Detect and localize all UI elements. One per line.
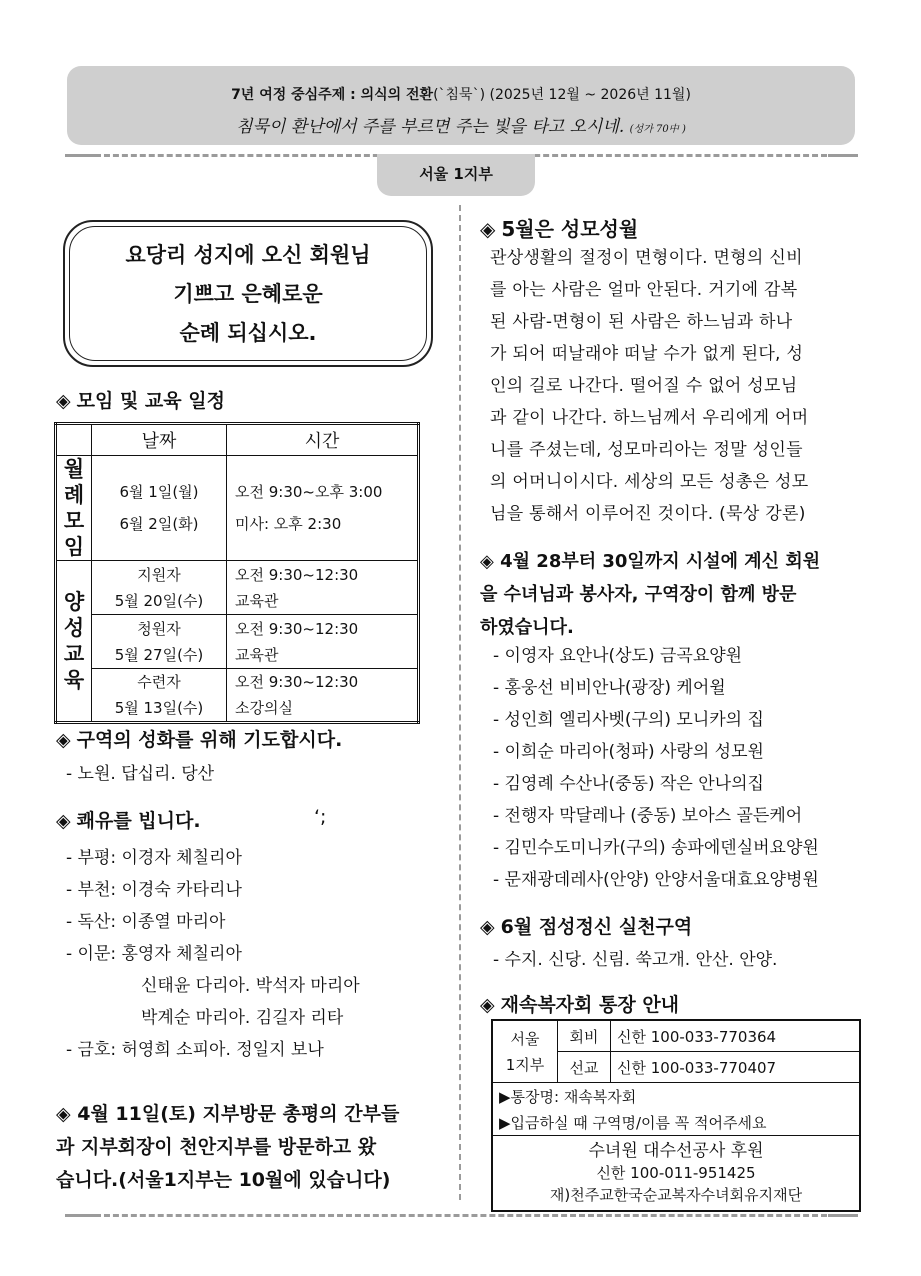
bank-heading-text: 재속복자회 통장 안내 (500, 994, 680, 1016)
training-who: 청원자 (137, 619, 181, 638)
diamond-icon: ◈ (56, 729, 71, 751)
training-place: 소강의실 (235, 699, 293, 717)
bank-branch-top: 서울 (510, 1029, 540, 1048)
training-date: 5월 13일(수) (114, 699, 204, 717)
theme-line (67, 84, 855, 104)
training-time-cell (227, 669, 419, 723)
bank-kind: 선교 (558, 1052, 611, 1083)
training-place: 교육관 (235, 591, 279, 610)
facility-heading-line: 하였습니다. (480, 617, 574, 638)
bank-branch-bottom: 1지부 (505, 1055, 545, 1074)
text-line: 의 어머니이시다. 세상의 모든 성총은 성모 (490, 472, 809, 492)
schedule-table (54, 422, 420, 724)
bank-table (491, 1019, 861, 1212)
bank-note-2: ▶입금하실 때 구역명/이름 꼭 적어주세요 (492, 1109, 860, 1136)
training-time-cell (227, 561, 419, 615)
list-item: - 홍웅선 비비안나(광장) 케어윌 (493, 678, 726, 698)
visit-line: ◈ 4월 11일(토) 지부방문 총평의 간부들 (56, 1103, 400, 1125)
list-item: 신태윤 다리아. 박석자 마리아 (141, 976, 360, 996)
script-verse-line (67, 112, 855, 137)
bank-account: 신한 100-033-770407 (611, 1052, 861, 1083)
monthly-dates (92, 456, 227, 561)
training-who: 지원자 (137, 565, 181, 584)
monthly-time-2: 미사: 오후 2:30 (235, 515, 342, 533)
monthly-date-1: 6월 1일(월) (119, 483, 199, 501)
bank-sponsor-cell (492, 1136, 860, 1212)
training-date: 5월 27일(수) (114, 645, 204, 664)
bank-branch-cell (492, 1020, 558, 1083)
bank-note-1: ▶통장명: 재속복자회 (492, 1083, 860, 1110)
monthly-date-2: 6월 2일(화) (119, 515, 199, 533)
recovery-heading-text: 쾌유를 빕니다. (76, 810, 201, 832)
text-line: 된 사람-면형이 된 사람은 하느님과 하나 (490, 312, 793, 332)
list-item: - 전행자 막달레나 (중동) 보아스 골든케어 (493, 806, 803, 826)
prayer-item: - 노원. 답십리. 당산 (66, 764, 215, 784)
corner-cell (56, 424, 92, 456)
bottom-rule-left (65, 1214, 95, 1217)
training-time: 오전 9:30~12:30 (235, 565, 359, 584)
diamond-icon: ◈ (480, 217, 496, 241)
list-item: - 이영자 요안나(상도) 금곡요양원 (493, 646, 743, 666)
june-heading (480, 912, 692, 939)
schedule-heading-text: 모임 및 교육 일정 (76, 390, 225, 412)
may-body (490, 242, 862, 530)
training-time-cell (227, 615, 419, 669)
schedule-heading (56, 386, 225, 413)
training-place: 교육관 (235, 645, 279, 664)
facility-heading-line: ◈ 4월 28부터 30일까지 시설에 계신 회원 (480, 551, 821, 572)
col-time: 시간 (227, 424, 419, 456)
facility-list (493, 640, 819, 896)
col-date: 날짜 (92, 424, 227, 456)
training-date-cell (92, 561, 227, 615)
prayer-heading (56, 725, 342, 752)
diamond-icon: ◈ (480, 994, 495, 1016)
training-label: 양 성 교 육 (56, 561, 92, 723)
list-item: - 금호: 허영희 소피아. 정일지 보나 (66, 1040, 324, 1060)
column-divider (459, 205, 461, 1200)
top-rule-right (828, 154, 858, 157)
recovery-list (66, 842, 360, 1066)
diamond-icon: ◈ (56, 390, 71, 412)
list-item: - 독산: 이종열 마리아 (66, 912, 226, 932)
script-verse: 침묵이 환난에서 주를 부르면 주는 빛을 타고 오시네. (236, 117, 625, 137)
list-item: - 이희순 마리아(청파) 사랑의 성모원 (493, 742, 764, 762)
table-row (492, 1020, 860, 1052)
welcome-line-2: 기쁘고 은혜로운 (173, 282, 323, 306)
table-row (492, 1109, 860, 1136)
training-date: 5월 20일(수) (114, 591, 204, 610)
theme-paren: (`침묵`) (2025년 12월 ~ 2026년 11월) (433, 87, 691, 103)
list-item: 박계순 마리아. 김길자 리타 (141, 1008, 344, 1028)
sponsor-account: 신한 100-011-951425 (596, 1164, 756, 1182)
bank-kind: 회비 (558, 1020, 611, 1052)
table-row (56, 561, 419, 615)
facility-heading-line: 을 수녀님과 봉사자, 구역장이 함께 방문 (480, 584, 797, 605)
bottom-rule (95, 1214, 827, 1217)
list-item: - 김민수도미니카(구의) 송파에덴실버요양원 (493, 838, 819, 858)
branch-tab: 서울 1지부 (377, 154, 535, 196)
recovery-mark: ‘; (314, 806, 327, 828)
training-date-cell (92, 615, 227, 669)
text-line: 님을 통해서 이루어진 것이다. (묵상 강론) (490, 504, 806, 524)
prayer-heading-text: 구역의 성화를 위해 기도합시다. (76, 729, 343, 751)
diamond-icon: ◈ (56, 810, 71, 832)
sponsor-owner: 재)천주교한국순교복자수녀회유지재단 (549, 1186, 803, 1204)
may-heading-text: 5월은 성모성월 (501, 217, 639, 241)
list-item: - 부천: 이경숙 카타리나 (66, 880, 242, 900)
training-time: 오전 9:30~12:30 (235, 673, 359, 691)
header-banner (67, 66, 855, 145)
theme-lead: 7년 여정 중심주제 : 의식의 전환 (231, 87, 434, 103)
sponsor-title: 수녀원 대수선공사 후원 (588, 1141, 764, 1161)
list-item: - 부평: 이경자 체칠리아 (66, 848, 242, 868)
text-line: 를 아는 사람은 얼마 안된다. 거기에 감복 (490, 280, 798, 300)
bottom-rule-right (828, 1214, 858, 1217)
welcome-line-1: 요당리 성지에 오신 회원님 (125, 243, 371, 267)
top-rule-left (65, 154, 95, 157)
june-item: - 수지. 신당. 신림. 쑥고개. 안산. 안양. (493, 950, 778, 970)
text-line: 니를 주셨는데, 성모마리아는 정말 성인들 (490, 440, 803, 460)
welcome-box (63, 220, 433, 367)
training-date-cell (92, 669, 227, 723)
list-item: - 문재광데레사(안양) 안양서울대효요양병원 (493, 870, 819, 890)
training-time: 오전 9:30~12:30 (235, 619, 359, 638)
table-row (56, 615, 419, 669)
list-item: - 김영례 수산나(중동) 작은 안나의집 (493, 774, 764, 794)
bank-heading (480, 990, 679, 1017)
june-heading-text: 6월 점성정신 실천구역 (500, 916, 693, 938)
table-row (56, 456, 419, 561)
list-item: - 이문: 홍영자 체칠리아 (66, 944, 242, 964)
text-line: 관상생활의 절정이 면형이다. 면형의 신비 (490, 248, 803, 268)
monthly-label: 월 례 모 임 (56, 456, 92, 561)
text-line: 인의 길로 나간다. 떨어질 수 없어 성모님 (490, 376, 798, 396)
welcome-line-3: 순례 되십시오. (179, 321, 317, 345)
table-header-row (56, 424, 419, 456)
visit-line: 과 지부회장이 천안지부를 방문하고 왔 (56, 1136, 377, 1158)
diamond-icon: ◈ (480, 916, 495, 938)
script-ref: (성가 70中 ) (629, 124, 686, 135)
list-item: - 성인희 엘리사벳(구의) 모니카의 집 (493, 710, 764, 730)
visit-note (56, 1098, 399, 1197)
monthly-times (227, 456, 419, 561)
may-heading (480, 213, 638, 242)
visit-line: 습니다.(서울1지부는 10월에 있습니다) (56, 1169, 391, 1191)
monthly-time-1: 오전 9:30~오후 3:00 (235, 483, 383, 501)
table-row (492, 1136, 860, 1212)
facility-heading (480, 545, 820, 644)
table-row (56, 669, 419, 723)
recovery-heading (56, 806, 201, 833)
text-line: 가 되어 떠날래야 떠날 수가 없게 된다, 성 (490, 344, 804, 364)
text-line: 과 같이 나간다. 하느님께서 우리에게 어머 (490, 408, 809, 428)
training-who: 수련자 (137, 673, 181, 691)
bank-account: 신한 100-033-770364 (611, 1020, 861, 1052)
table-row (492, 1083, 860, 1110)
welcome-inner (69, 226, 427, 361)
